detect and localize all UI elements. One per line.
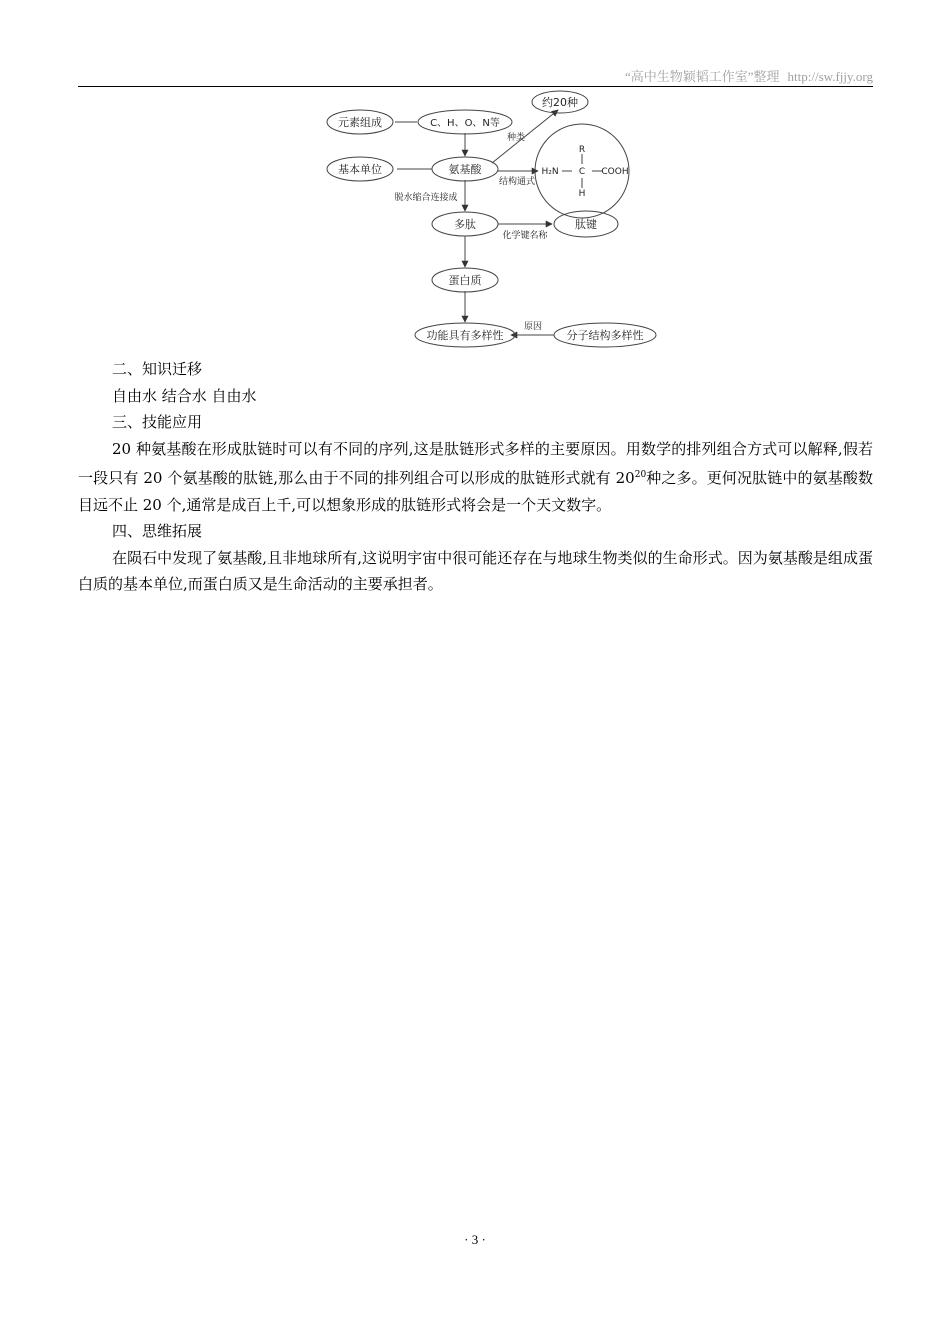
header-studio: “高中生物颖韬工作室”整理 xyxy=(624,69,780,84)
section-heading: 四、思维拓展 xyxy=(112,522,203,540)
formula-cooh: COOH xyxy=(601,167,629,177)
label-amino-acid: 氨基酸 xyxy=(448,163,482,176)
edge-label-reason: 原因 xyxy=(523,322,543,332)
paragraph-text-cont: 种之多。更何况肽链中的氨基酸数目远不止 20 个,通常是成百上千,可以想象形成的肽链形式将会是一个天文数字。 xyxy=(78,469,874,514)
answer-body xyxy=(78,356,873,598)
section-paragraph xyxy=(78,436,873,519)
page-header xyxy=(78,66,873,87)
header-url: http://sw.fjjy.org xyxy=(787,69,873,84)
label-polypeptide: 多肽 xyxy=(454,218,476,231)
label-peptide-bond: 肽键 xyxy=(575,218,597,231)
formula-h: H xyxy=(578,189,586,199)
label-function: 功能具有多样性 xyxy=(426,329,504,342)
section-text: 在陨石中发现了氨基酸,且非地球所有,这说明宇宙中很可能还存在与地球生物类似的生命形式。因为氨基酸是组成蛋白质的基本单位,而蛋白质又是生命活动的主要承担者。 xyxy=(78,548,873,593)
edge-label-kinds: 种类 xyxy=(506,133,526,143)
edge-label-dehydration: 脱水缩合连接成 xyxy=(394,193,458,203)
formula-r: R xyxy=(578,145,586,155)
exponent: 20 xyxy=(634,470,647,480)
paragraph-text: 20 种氨基酸在形成肽链时可以有不同的序列,这是肽链形式多样的主要原因。用数学的排列组合方式可以解释,假若一段只有 20 个氨基酸的肽链,那么由于不同的排列组合可以形成的肽链形式就有 20 xyxy=(78,439,873,487)
label-basic-unit: 基本单位 xyxy=(338,163,382,176)
label-elements: 元素组成 xyxy=(338,116,382,129)
formula-h2n: H₂N xyxy=(541,167,559,177)
edge-label-bond-name: 化学键名称 xyxy=(502,231,548,241)
label-protein: 蛋白质 xyxy=(448,274,482,287)
label-chno: C、H、O、N等 xyxy=(430,118,500,129)
label-structure: 分子结构多样性 xyxy=(566,329,644,342)
edge-label-general-formula: 结构通式 xyxy=(498,177,536,187)
protein-concept-map xyxy=(320,88,680,356)
section-heading: 三、技能应用 xyxy=(112,413,203,431)
formula-c: C xyxy=(578,167,586,177)
label-about20: 约20种 xyxy=(542,96,578,109)
section-text: 自由水 结合水 自由水 xyxy=(112,386,257,405)
section-heading: 二、知识迁移 xyxy=(112,360,203,378)
page-number: · 3 · xyxy=(464,1232,486,1247)
